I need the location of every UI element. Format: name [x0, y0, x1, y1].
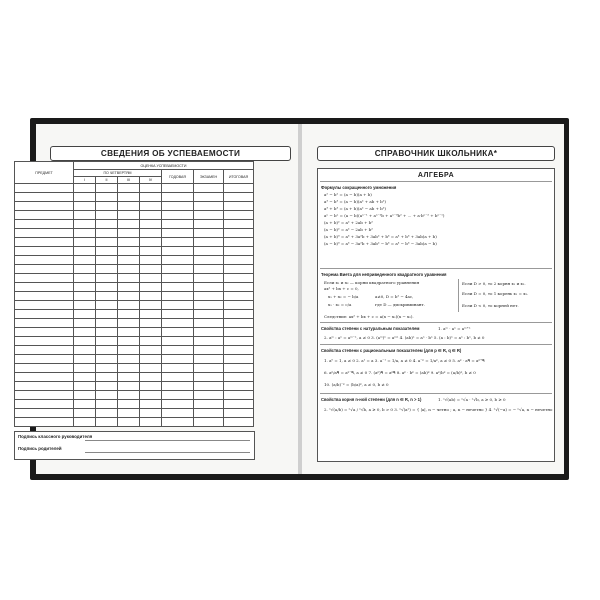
grade-cell[interactable]: [224, 256, 254, 265]
grade-cell[interactable]: [162, 364, 194, 373]
grade-cell[interactable]: [162, 247, 194, 256]
grade-cell[interactable]: [74, 292, 96, 301]
table-row: [15, 292, 254, 301]
grade-cell[interactable]: [118, 418, 140, 427]
algebra-reference: [317, 168, 555, 462]
grade-cell[interactable]: [224, 193, 254, 202]
grade-cell[interactable]: [224, 292, 254, 301]
grade-cell[interactable]: [140, 418, 162, 427]
grade-cell[interactable]: [96, 382, 118, 391]
subject-cell[interactable]: [15, 265, 74, 274]
right-page-title: СПРАВОЧНИК ШКОЛЬНИКА*: [317, 146, 555, 161]
formula: Следствие: ax² + bx + c = a(x − x₁)(x − x₂).: [324, 314, 414, 319]
final-header: ИТОГОВАЯ: [224, 170, 254, 184]
quarter-1-header: I: [74, 177, 96, 184]
grade-cell[interactable]: [224, 400, 254, 409]
formula: 2. aᵐ : aⁿ = aᵐ⁻ⁿ, a ≠ 0 3. (aᵐ)ⁿ = aᵐⁿ 4. (ab)ⁿ = aⁿ · bⁿ 5. (a : b)ⁿ = aⁿ : bⁿ, b ≠ 0: [324, 335, 485, 340]
subject-cell[interactable]: [15, 337, 74, 346]
grade-cell[interactable]: [140, 229, 162, 238]
formula: a² − b² = (a − b)(a + b): [324, 192, 372, 197]
grade-cell[interactable]: [118, 409, 140, 418]
grade-cell[interactable]: [224, 382, 254, 391]
grade-cell[interactable]: [96, 328, 118, 337]
quarter-2-header: II: [96, 177, 118, 184]
grade-cell[interactable]: [194, 355, 224, 364]
grade-cell[interactable]: [224, 301, 254, 310]
grade-cell[interactable]: [96, 355, 118, 364]
grade-cell[interactable]: [118, 247, 140, 256]
subject-cell[interactable]: [15, 355, 74, 364]
grade-cell[interactable]: [118, 229, 140, 238]
signatures-box: [14, 431, 255, 460]
subject-cell[interactable]: [15, 229, 74, 238]
grade-cell[interactable]: [74, 211, 96, 220]
subject-cell[interactable]: [15, 184, 74, 193]
subject-cell[interactable]: [15, 373, 74, 382]
table-row: [15, 283, 254, 292]
grade-cell[interactable]: [118, 346, 140, 355]
grade-cell[interactable]: [118, 211, 140, 220]
grade-cell[interactable]: [162, 292, 194, 301]
grade-cell[interactable]: [74, 409, 96, 418]
divider: [320, 344, 552, 345]
grade-cell[interactable]: [194, 337, 224, 346]
grade-cell[interactable]: [118, 265, 140, 274]
grade-cell[interactable]: [96, 400, 118, 409]
grade-cell[interactable]: [162, 229, 194, 238]
grade-cell[interactable]: [194, 400, 224, 409]
grade-cell[interactable]: [74, 202, 96, 211]
grade-cell[interactable]: [224, 391, 254, 400]
grade-cell[interactable]: [140, 202, 162, 211]
grade-cell[interactable]: [118, 238, 140, 247]
grade-cell[interactable]: [194, 265, 224, 274]
grade-cell[interactable]: [96, 274, 118, 283]
grade-cell[interactable]: [96, 346, 118, 355]
grade-cell[interactable]: [194, 238, 224, 247]
grade-cell[interactable]: [96, 283, 118, 292]
grade-cell[interactable]: [96, 265, 118, 274]
formula: Если x₁ и x₂ — корни квадратного уравнения: [324, 280, 420, 285]
grade-cell[interactable]: [224, 247, 254, 256]
left-page-title: СВЕДЕНИЯ ОБ УСПЕВАЕМОСТИ: [50, 146, 291, 161]
subject-cell[interactable]: [15, 319, 74, 328]
grade-cell[interactable]: [74, 229, 96, 238]
grade-cell[interactable]: [224, 229, 254, 238]
exam-header: ЭКЗАМЕН: [194, 170, 224, 184]
grade-cell[interactable]: [194, 409, 224, 418]
grade-cell[interactable]: [224, 310, 254, 319]
formula: Если D = 0, то 1 корень x₁ = x₂.: [462, 291, 529, 296]
grade-cell[interactable]: [140, 373, 162, 382]
grade-cell[interactable]: [224, 211, 254, 220]
table-row: [15, 355, 254, 364]
table-row: [15, 202, 254, 211]
table-row: [15, 373, 254, 382]
grade-cell[interactable]: [74, 319, 96, 328]
grade-cell[interactable]: [74, 355, 96, 364]
divider: [458, 279, 459, 312]
grade-cell[interactable]: [224, 418, 254, 427]
grade-cell[interactable]: [194, 319, 224, 328]
formula: x₁ · x₂ = c/a: [328, 302, 352, 307]
grade-cell[interactable]: [74, 256, 96, 265]
grade-cell[interactable]: [118, 382, 140, 391]
grade-cell[interactable]: [162, 418, 194, 427]
grade-cell[interactable]: [74, 382, 96, 391]
subject-cell[interactable]: [15, 409, 74, 418]
grade-cell[interactable]: [140, 346, 162, 355]
grade-cell[interactable]: [140, 391, 162, 400]
grade-cell[interactable]: [224, 283, 254, 292]
grade-cell[interactable]: [74, 184, 96, 193]
grade-cell[interactable]: [140, 211, 162, 220]
grade-cell[interactable]: [224, 373, 254, 382]
quarters-header: ПО ЧЕТВЕРТЯМ: [74, 170, 162, 177]
grade-cell[interactable]: [74, 247, 96, 256]
subject-cell[interactable]: [15, 256, 74, 265]
grade-cell[interactable]: [162, 409, 194, 418]
formula: Если D < 0, то корней нет.: [462, 303, 519, 308]
grade-cell[interactable]: [140, 382, 162, 391]
formula: 2. ⁿ√(a/b) = ⁿ√a / ⁿ√b, a ≥ 0, b > 0 3. ⁿ√(aⁿ) = { |a|, n − четно ; a, n − нечетно } 4. ⁿ√(−a) = − ⁿ√a, n − нечетно: [324, 407, 553, 412]
grade-cell[interactable]: [224, 184, 254, 193]
grades-table: [14, 161, 253, 427]
grade-cell[interactable]: [162, 184, 194, 193]
annual-header: ГОДОВАЯ: [162, 170, 194, 184]
grade-cell[interactable]: [74, 364, 96, 373]
formula: aⁿ − bⁿ = (a − b)(aⁿ⁻¹ + aⁿ⁻²b + aⁿ⁻³b² + ... + a·bⁿ⁻² + bⁿ⁻¹): [324, 213, 445, 218]
grade-cell[interactable]: [162, 319, 194, 328]
grade-cell[interactable]: [194, 346, 224, 355]
grade-cell[interactable]: [194, 292, 224, 301]
grade-cell[interactable]: [140, 328, 162, 337]
grade-cell[interactable]: [74, 220, 96, 229]
grade-cell[interactable]: [118, 256, 140, 265]
grade-cell[interactable]: [140, 355, 162, 364]
parents-signature-line[interactable]: Подпись родителей: [15, 444, 254, 456]
grade-cell[interactable]: [162, 373, 194, 382]
formula: Если D > 0, то 2 корня x₁ и x₂.: [462, 281, 526, 286]
grade-cell[interactable]: [140, 193, 162, 202]
subject-header: ПРЕДМЕТ: [15, 162, 74, 184]
grade-cell[interactable]: [118, 373, 140, 382]
grade-cell[interactable]: [74, 346, 96, 355]
grade-cell[interactable]: [194, 247, 224, 256]
divider: [320, 268, 552, 269]
rat-title: Свойства степени с рациональным показателем (для p ∈ R, q ∈ R): [321, 348, 462, 353]
grade-cell[interactable]: [96, 220, 118, 229]
subject-cell[interactable]: [15, 346, 74, 355]
vieta-title: Теорема Виета для неприведенного квадратного уравнения: [321, 272, 447, 277]
table-row: [15, 256, 254, 265]
grade-cell[interactable]: [118, 184, 140, 193]
grade-cell[interactable]: [224, 319, 254, 328]
table-row: [15, 400, 254, 409]
grade-cell[interactable]: [96, 373, 118, 382]
grade-cell[interactable]: [162, 382, 194, 391]
grade-cell[interactable]: [194, 256, 224, 265]
grade-cell[interactable]: [140, 337, 162, 346]
divider: [320, 181, 552, 182]
formula: (a − b)³ = a³ − 3a²b + 3ab² − b³ = a³ − b³ − 3ab(a − b): [324, 241, 437, 246]
grade-cell[interactable]: [224, 220, 254, 229]
grade-cell[interactable]: [140, 247, 162, 256]
grade-cell[interactable]: [74, 328, 96, 337]
formula: 6. aᵖ/aᑫ = aᵖ⁻ᑫ, a ≠ 0 7. (aᵖ)ᑫ = aᵖᑫ 8. aᵖ · bᵖ = (ab)ᵖ 9. aᵖ/bᵖ = (a/b)ᵖ, b ≠ 0: [324, 370, 476, 375]
subject-cell[interactable]: [15, 220, 74, 229]
table-row: [15, 274, 254, 283]
grade-cell[interactable]: [96, 211, 118, 220]
grade-cell[interactable]: [140, 184, 162, 193]
grade-cell[interactable]: [140, 292, 162, 301]
algebra-title: АЛГЕБРА: [417, 172, 455, 179]
grade-cell[interactable]: [162, 337, 194, 346]
grade-cell[interactable]: [140, 301, 162, 310]
grade-cell[interactable]: [96, 247, 118, 256]
formula: a≠0, D = b² − 4ac,: [375, 294, 414, 299]
grades-header: ОЦЕНКА УСПЕВАЕМОСТИ: [74, 162, 254, 170]
abbr-title: Формулы сокращенного умножения: [321, 185, 397, 190]
grade-cell[interactable]: [162, 238, 194, 247]
subject-cell[interactable]: [15, 238, 74, 247]
grade-cell[interactable]: [96, 319, 118, 328]
nat-title: Свойства степени с натуральным показателем: [321, 326, 420, 331]
formula: 10. (a/b)⁻ᵖ = (b/a)ᵖ, a ≠ 0, b ≠ 0: [324, 382, 389, 387]
grade-cell[interactable]: [162, 328, 194, 337]
grade-cell[interactable]: [74, 238, 96, 247]
table-row: [15, 220, 254, 229]
grade-cell[interactable]: [118, 193, 140, 202]
table-row: [15, 418, 254, 427]
table-row: [15, 238, 254, 247]
grade-cell[interactable]: [194, 418, 224, 427]
grade-cell[interactable]: [162, 400, 194, 409]
formula: x₁ + x₂ = − b/a: [328, 294, 359, 299]
grade-cell[interactable]: [194, 193, 224, 202]
grade-cell[interactable]: [96, 184, 118, 193]
subject-cell[interactable]: [15, 301, 74, 310]
grade-cell[interactable]: [162, 193, 194, 202]
grade-cell[interactable]: [118, 364, 140, 373]
table-row: [15, 193, 254, 202]
grade-cell[interactable]: [96, 310, 118, 319]
grade-cell[interactable]: [140, 256, 162, 265]
grade-cell[interactable]: [118, 283, 140, 292]
grade-cell[interactable]: [194, 229, 224, 238]
grade-cell[interactable]: [162, 346, 194, 355]
grade-cell[interactable]: [194, 184, 224, 193]
grade-cell[interactable]: [96, 256, 118, 265]
table-row: [15, 310, 254, 319]
grade-cell[interactable]: [118, 202, 140, 211]
grade-cell[interactable]: [140, 220, 162, 229]
quarter-3-header: III: [118, 177, 140, 184]
grade-cell[interactable]: [74, 373, 96, 382]
grade-cell[interactable]: [224, 238, 254, 247]
table-row: [15, 229, 254, 238]
grade-cell[interactable]: [194, 310, 224, 319]
grade-cell[interactable]: [96, 301, 118, 310]
grade-cell[interactable]: [224, 337, 254, 346]
formula: 1. a⁰ = 1, a ≠ 0 2. a¹ = a 3. a⁻¹ = 1/a, a ≠ 0 4. a⁻ᵖ = 1/aᵖ, a ≠ 0 5. aᵖ · aᑫ = aᵖ⁺ᑫ: [324, 358, 485, 363]
grade-cell[interactable]: [74, 301, 96, 310]
table-row: [15, 301, 254, 310]
grade-cell[interactable]: [162, 211, 194, 220]
formula: (a + b)² = a² + 2ab + b²: [324, 220, 373, 225]
grade-cell[interactable]: [194, 283, 224, 292]
grade-cell[interactable]: [194, 373, 224, 382]
grade-cell[interactable]: [118, 355, 140, 364]
grade-cell[interactable]: [224, 346, 254, 355]
table-row: [15, 211, 254, 220]
grade-cell[interactable]: [74, 337, 96, 346]
grade-cell[interactable]: [74, 310, 96, 319]
grade-cell[interactable]: [96, 391, 118, 400]
root-title: Свойства корня n-ной степени (для n ∈ R, n > 1): [321, 397, 422, 402]
teacher-signature-line[interactable]: Подпись классного руководителя: [15, 432, 254, 444]
subject-cell[interactable]: [15, 292, 74, 301]
table-row: [15, 328, 254, 337]
subject-cell[interactable]: [15, 211, 74, 220]
grade-cell[interactable]: [140, 319, 162, 328]
table-row: [15, 364, 254, 373]
grade-cell[interactable]: [118, 310, 140, 319]
grade-cell[interactable]: [194, 328, 224, 337]
table-row: [15, 382, 254, 391]
formula: где D — дискриминант.: [375, 302, 426, 307]
grade-cell[interactable]: [162, 202, 194, 211]
grade-cell[interactable]: [96, 292, 118, 301]
grade-cell[interactable]: [96, 193, 118, 202]
subject-cell[interactable]: [15, 193, 74, 202]
grade-cell[interactable]: [162, 283, 194, 292]
grade-cell[interactable]: [224, 274, 254, 283]
grade-cell[interactable]: [96, 418, 118, 427]
table-row: [15, 409, 254, 418]
grade-cell[interactable]: [118, 274, 140, 283]
grade-cell[interactable]: [74, 193, 96, 202]
grade-cell[interactable]: [74, 283, 96, 292]
formula: a³ − b³ = (a − b)(a² + ab + b²): [324, 199, 386, 204]
grade-cell[interactable]: [140, 283, 162, 292]
subject-cell[interactable]: [15, 391, 74, 400]
formula: 1. aᵐ · aⁿ = aᵐ⁺ⁿ: [438, 326, 471, 331]
subject-cell[interactable]: [15, 328, 74, 337]
grade-cell[interactable]: [224, 409, 254, 418]
table-row: [15, 346, 254, 355]
subject-cell[interactable]: [15, 202, 74, 211]
grade-cell[interactable]: [118, 328, 140, 337]
grade-cell[interactable]: [96, 409, 118, 418]
grade-cell[interactable]: [74, 274, 96, 283]
grade-cell[interactable]: [224, 265, 254, 274]
grade-cell[interactable]: [194, 391, 224, 400]
grade-cell[interactable]: [118, 220, 140, 229]
grade-cell[interactable]: [96, 229, 118, 238]
grade-cell[interactable]: [96, 202, 118, 211]
table-row: [15, 319, 254, 328]
grade-cell[interactable]: [224, 364, 254, 373]
table-row: [15, 391, 254, 400]
subject-cell[interactable]: [15, 310, 74, 319]
subject-cell[interactable]: [15, 364, 74, 373]
grade-cell[interactable]: [162, 265, 194, 274]
subject-cell[interactable]: [15, 382, 74, 391]
grade-cell[interactable]: [118, 391, 140, 400]
divider: [320, 322, 552, 323]
formula: (a + b)³ = a³ + 3a²b + 3ab² + b³ = a³ + b³ + 3ab(a + b): [324, 234, 437, 239]
grade-cell[interactable]: [118, 400, 140, 409]
grade-cell[interactable]: [74, 418, 96, 427]
grade-cell[interactable]: [162, 301, 194, 310]
divider: [320, 393, 552, 394]
grade-cell[interactable]: [96, 364, 118, 373]
grade-cell[interactable]: [74, 265, 96, 274]
grade-cell[interactable]: [96, 337, 118, 346]
grade-cell[interactable]: [118, 301, 140, 310]
table-row: [15, 247, 254, 256]
grade-cell[interactable]: [96, 238, 118, 247]
formula: a³ + b³ = (a + b)(a² − ab + b²): [324, 206, 386, 211]
grade-cell[interactable]: [118, 319, 140, 328]
grade-cell[interactable]: [140, 274, 162, 283]
grade-cell[interactable]: [162, 274, 194, 283]
table-row: [15, 265, 254, 274]
grade-cell[interactable]: [162, 310, 194, 319]
grade-cell[interactable]: [140, 409, 162, 418]
subject-cell[interactable]: [15, 247, 74, 256]
grade-cell[interactable]: [118, 292, 140, 301]
grade-cell[interactable]: [74, 391, 96, 400]
grade-cell[interactable]: [140, 364, 162, 373]
table-row: [15, 184, 254, 193]
grade-cell[interactable]: [224, 328, 254, 337]
grade-cell[interactable]: [194, 301, 224, 310]
subject-cell[interactable]: [15, 400, 74, 409]
grade-cell[interactable]: [140, 265, 162, 274]
grade-cell[interactable]: [74, 400, 96, 409]
grade-cell[interactable]: [224, 202, 254, 211]
grade-cell[interactable]: [194, 382, 224, 391]
formula: ax² + bx + c = 0,: [324, 286, 359, 291]
grade-cell[interactable]: [140, 400, 162, 409]
grade-cell[interactable]: [162, 355, 194, 364]
grade-cell[interactable]: [162, 256, 194, 265]
table-row: [15, 337, 254, 346]
grade-cell[interactable]: [162, 220, 194, 229]
grade-cell[interactable]: [194, 274, 224, 283]
grade-cell[interactable]: [140, 238, 162, 247]
quarter-4-header: IV: [140, 177, 162, 184]
grade-cell[interactable]: [224, 355, 254, 364]
subject-cell[interactable]: [15, 274, 74, 283]
grade-cell[interactable]: [194, 211, 224, 220]
formula: 1. ⁿ√(ab) = ⁿ√a · ⁿ√b, a ≥ 0, b ≥ 0: [438, 397, 506, 402]
grade-cell[interactable]: [140, 310, 162, 319]
grade-cell[interactable]: [194, 202, 224, 211]
grade-cell[interactable]: [194, 220, 224, 229]
grade-cell[interactable]: [194, 364, 224, 373]
subject-cell[interactable]: [15, 283, 74, 292]
subject-cell[interactable]: [15, 418, 74, 427]
formula: (a − b)² = a² − 2ab + b²: [324, 227, 373, 232]
grade-cell[interactable]: [162, 391, 194, 400]
grade-cell[interactable]: [118, 337, 140, 346]
